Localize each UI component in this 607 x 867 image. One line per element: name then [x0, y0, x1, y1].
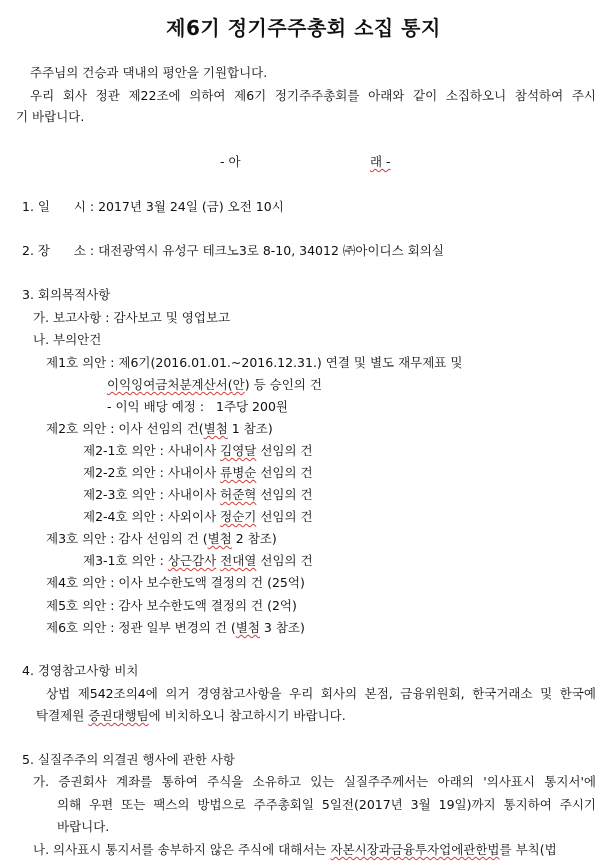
resolution-1-cont — [107, 375, 322, 393]
resolution-2-1-a: 제2-1호 의안 : 사내이사 — [83, 443, 221, 458]
intro-line: 우리 회사 정관 제22조에 의하여 제6기 정기주주총회를 아래와 같이 소집하오니 참석하여 주시 — [30, 88, 596, 103]
notice-mark-right — [370, 152, 391, 170]
voting-a-line-end: 바랍니다. — [57, 819, 110, 834]
resolutions-heading: 나. 부의안건 — [33, 332, 102, 347]
item-place-value: 대전광역시 유성구 테크노3로 8-10, 34012 ㈜아이디스 회의실 — [98, 243, 444, 258]
resolution-2-1-c: 선임의 건 — [256, 443, 313, 458]
voting-b-line-a: 나. 의사표시 통지서를 송부하지 않은 주식에 대해서는 — [33, 842, 331, 857]
reference-line-cont — [36, 706, 346, 724]
resolution-4: 제4호 의안 : 이사 보수한도액 결정의 건 (25억) — [46, 575, 305, 590]
resolution-5: 제5호 의안 : 감사 보수한도액 결정의 건 (2억) — [46, 598, 297, 613]
report-matters: 가. 보고사항 : 감사보고 및 영업보고 — [33, 310, 231, 325]
resolution-2-2-a: 제2-2호 의안 : 사내이사 — [83, 465, 221, 480]
voting-a-line-cont: 의해 우편 또는 팩스의 방법으로 주주총회일 5일전(2017년 3월 19일)까지 통지하여 주시기 — [57, 797, 596, 812]
resolution-2-2-name: 류병순 — [220, 465, 257, 480]
reference-line: 상법 제542조의4에 의거 경영참고사항을 우리 회사의 본점, 금융위원회, 한국거래소 및 한국예 — [46, 686, 596, 701]
resolution-3-a: 제3호 의안 : 감사 선임의 건 ( — [46, 531, 208, 546]
resolution-6-a: 제6호 의안 : 정관 일부 변경의 건 ( — [46, 620, 236, 635]
dividend-plan: - 이익 배당 예정 : 1주당 200원 — [107, 399, 288, 414]
resolution-2-3 — [83, 485, 313, 503]
voting-b-line-b: 자본시장과금융투자업에관한법 — [330, 842, 500, 857]
item-date-value: 2017년 3월 24일 (금) 오전 10시 — [98, 199, 284, 214]
resolution-1: 제1호 의안 : 제6기(2016.01.01.~2016.12.31.) 연결 및 별도 재무제표 및 — [46, 355, 463, 370]
reference-line-cont-a: 탁결제원 — [36, 708, 89, 723]
resolution-1-cont-c: ) 등 승인의 건 — [244, 377, 322, 392]
item-date — [22, 197, 284, 215]
resolution-2-c: 1 참조) — [227, 421, 273, 436]
reference-heading: 4. 경영참고사항 비치 — [22, 663, 139, 678]
resolution-2-4-a: 제2-4호 의안 : 사외이사 — [83, 509, 221, 524]
resolution-2-3-name: 허준혁 — [220, 487, 257, 502]
voting-b-line — [33, 840, 557, 858]
item-place-label: 2. 장 소 : — [22, 243, 95, 258]
intro-line-end: 기 바랍니다. — [16, 109, 85, 124]
agenda-heading: 3. 회의목적사항 — [22, 287, 111, 302]
resolution-2-1 — [83, 441, 313, 459]
resolution-1-cont-a: 이익잉여금처분계산서( — [107, 377, 233, 392]
resolution-6 — [46, 618, 305, 636]
resolution-3-1-c: 선임의 건 — [256, 553, 313, 568]
item-place — [22, 241, 444, 259]
page-title: 제6기 정기주주총회 소집 통지 — [166, 16, 441, 40]
resolution-1-cont-b: 안 — [232, 377, 245, 392]
voting-heading: 5. 실질주주의 의결권 행사에 관한 사항 — [22, 752, 235, 767]
resolution-3-1 — [83, 551, 313, 569]
item-date-label: 1. 일 시 : — [22, 199, 95, 214]
notice-mark-right-text: 래 - — [370, 154, 391, 169]
resolution-2 — [46, 419, 273, 437]
voting-b-line-c: 를 부칙(법 — [499, 842, 557, 857]
resolution-2-4 — [83, 507, 313, 525]
resolution-2-1-name: 김영달 — [220, 443, 257, 458]
resolution-3-1-name: 전대열 — [220, 553, 257, 568]
reference-line-cont-c: 에 비치하오니 참고하시기 바랍니다. — [148, 708, 346, 723]
resolution-3 — [46, 529, 277, 547]
resolution-2-2 — [83, 463, 313, 481]
reference-line-cont-b: 증권대행팀 — [88, 708, 149, 723]
resolution-3-1-a: 제3-1호 의안 : — [83, 553, 168, 568]
resolution-3-b: 별첨 — [207, 531, 232, 546]
resolution-2-b: 별첨 — [203, 421, 228, 436]
resolution-3-1-role: 상근감사 — [167, 553, 217, 568]
resolution-6-c: 3 참조) — [259, 620, 305, 635]
greeting-line: 주주님의 건승과 댁내의 평안을 기원합니다. — [30, 65, 268, 80]
resolution-3-c: 2 참조) — [231, 531, 277, 546]
resolution-6-b: 별첨 — [235, 620, 260, 635]
resolution-2-4-name: 정순기 — [220, 509, 257, 524]
voting-a-line: 가. 증권회사 계좌를 통하여 주식을 소유하고 있는 실질주주께서는 아래의 '의사표시 통지서'에 — [33, 774, 596, 789]
resolution-2-3-c: 선임의 건 — [256, 487, 313, 502]
resolution-2-a: 제2호 의안 : 이사 선임의 건( — [46, 421, 204, 436]
resolution-2-2-c: 선임의 건 — [256, 465, 313, 480]
notice-mark-left: - 아 — [220, 154, 241, 169]
resolution-2-4-c: 선임의 건 — [256, 509, 313, 524]
resolution-2-3-a: 제2-3호 의안 : 사내이사 — [83, 487, 221, 502]
